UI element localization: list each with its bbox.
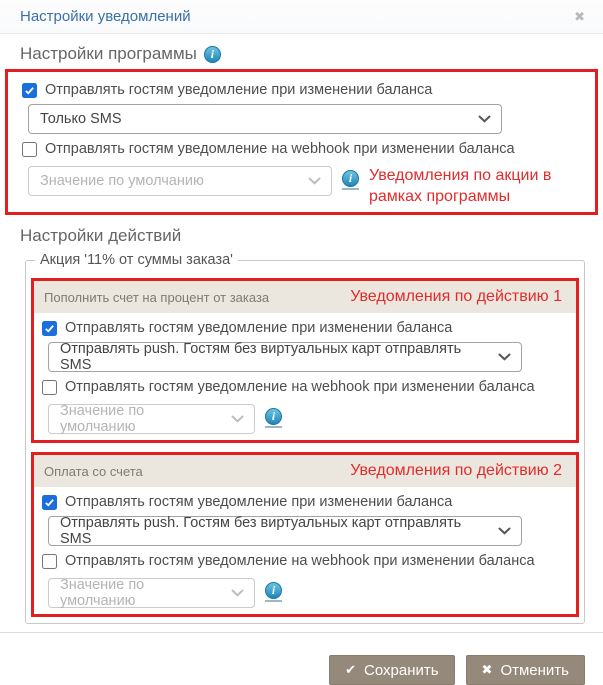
program-webhook-select[interactable]: [28, 166, 332, 196]
cancel-button[interactable]: [466, 655, 585, 685]
action-1-webhook-info[interactable]: [265, 408, 282, 428]
program-settings-annotation-box: [5, 69, 598, 215]
program-balance-select-value: Только SMS: [40, 111, 122, 127]
action-1-body: [34, 318, 576, 434]
program-webhook-checkbox-label: Отправлять гостям уведомление на webhook при изменении баланса: [45, 141, 515, 157]
action-1-header: [34, 281, 576, 313]
action-1-webhook-checkbox-label: Отправлять гостям уведомление на webhook при изменении баланса: [65, 379, 535, 395]
actions-section-header: [20, 226, 603, 246]
action-2-webhook-select-row: [42, 574, 568, 608]
program-balance-checkbox[interactable]: [22, 83, 37, 98]
program-webhook-info[interactable]: [342, 170, 359, 190]
chevron-down-icon: [231, 589, 244, 597]
action-2-balance-checkbox[interactable]: [42, 495, 57, 510]
action-2-webhook-select[interactable]: [48, 578, 255, 608]
action-1-balance-select[interactable]: [48, 342, 522, 372]
program-balance-select[interactable]: [28, 104, 502, 134]
actions-section-title: Настройки действий: [20, 226, 182, 245]
program-webhook-checkbox-row: [22, 139, 583, 159]
action-2-webhook-info[interactable]: [265, 582, 282, 602]
action-1-balance-checkbox[interactable]: [42, 321, 57, 336]
program-section-title: Настройки программы: [20, 44, 197, 63]
action-2-webhook-checkbox-row: [42, 551, 568, 571]
info-icon: i: [265, 582, 282, 599]
action-2-balance-select-value: Отправлять push. Гостям без виртуальных карт отправлять SMS: [60, 515, 462, 547]
action-2-balance-checkbox-label: Отправлять гостям уведомление при изменении баланса: [65, 494, 453, 510]
action-2-header: [34, 455, 576, 487]
action-1-webhook-select-value: Значение по умолчанию: [60, 403, 145, 435]
action-fieldset-legend: Акция '11% от суммы заказа': [40, 252, 233, 268]
close-icon[interactable]: ✖: [574, 9, 585, 24]
action-2-name: Оплата со счета: [44, 463, 143, 479]
checkmark-icon: [44, 323, 55, 334]
action-2-body: [34, 492, 576, 608]
action-1-webhook-select-row: [42, 400, 568, 434]
chevron-down-icon: [498, 353, 511, 361]
info-icon: i: [342, 170, 359, 187]
program-balance-checkbox-row: [22, 80, 583, 100]
check-icon: ✔: [345, 662, 356, 677]
save-button[interactable]: [329, 655, 454, 685]
program-annotation-text: Уведомления по акции в рамках программы: [369, 167, 552, 205]
action-2-annotation-text: Уведомления по действию 2: [350, 462, 562, 479]
action-2-annotation-box: [31, 452, 579, 617]
program-balance-checkbox-label: Отправлять гостям уведомление при изменении баланса: [45, 82, 433, 98]
chevron-down-icon: [478, 115, 491, 123]
program-webhook-select-value: Значение по умолчанию: [40, 173, 204, 189]
action-1-annotation-text: Уведомления по действию 1: [350, 288, 562, 305]
action-1-annotation-box: [31, 278, 579, 443]
program-section-header: [20, 44, 603, 64]
action-fieldset: [25, 252, 585, 624]
dialog-content: [0, 34, 603, 624]
action-1-webhook-checkbox[interactable]: [42, 380, 57, 395]
x-icon: ✖: [481, 662, 493, 677]
action-1-name: Пополнить счет на процент от заказа: [44, 289, 270, 305]
action-1-balance-checkbox-row: [42, 318, 568, 338]
info-icon[interactable]: i: [204, 46, 221, 63]
action-1-balance-checkbox-label: Отправлять гостям уведомление при изменении баланса: [65, 320, 453, 336]
action-2-webhook-checkbox-label: Отправлять гостям уведомление на webhook при изменении баланса: [65, 553, 535, 569]
action-1-webhook-select[interactable]: [48, 404, 255, 434]
action-1-balance-select-value: Отправлять push. Гостям без виртуальных карт отправлять SMS: [60, 341, 462, 373]
dialog-footer: [0, 632, 603, 685]
chevron-down-icon: [498, 527, 511, 535]
action-2-webhook-checkbox[interactable]: [42, 554, 57, 569]
chevron-down-icon: [231, 415, 244, 423]
chevron-down-icon: [308, 177, 321, 185]
program-webhook-select-row: [22, 162, 583, 207]
info-icon: i: [265, 408, 282, 425]
action-2-balance-select[interactable]: [48, 516, 522, 546]
save-button-label: Сохранить: [364, 661, 439, 679]
program-webhook-checkbox[interactable]: [22, 142, 37, 157]
dialog-header: [0, 0, 603, 34]
dialog-title: Настройки уведомлений: [20, 8, 191, 25]
checkmark-icon: [44, 497, 55, 508]
action-2-balance-checkbox-row: [42, 492, 568, 512]
action-1-webhook-checkbox-row: [42, 377, 568, 397]
checkmark-icon: [24, 85, 35, 96]
cancel-button-label: Отменить: [500, 661, 569, 679]
action-2-webhook-select-value: Значение по умолчанию: [60, 577, 145, 609]
